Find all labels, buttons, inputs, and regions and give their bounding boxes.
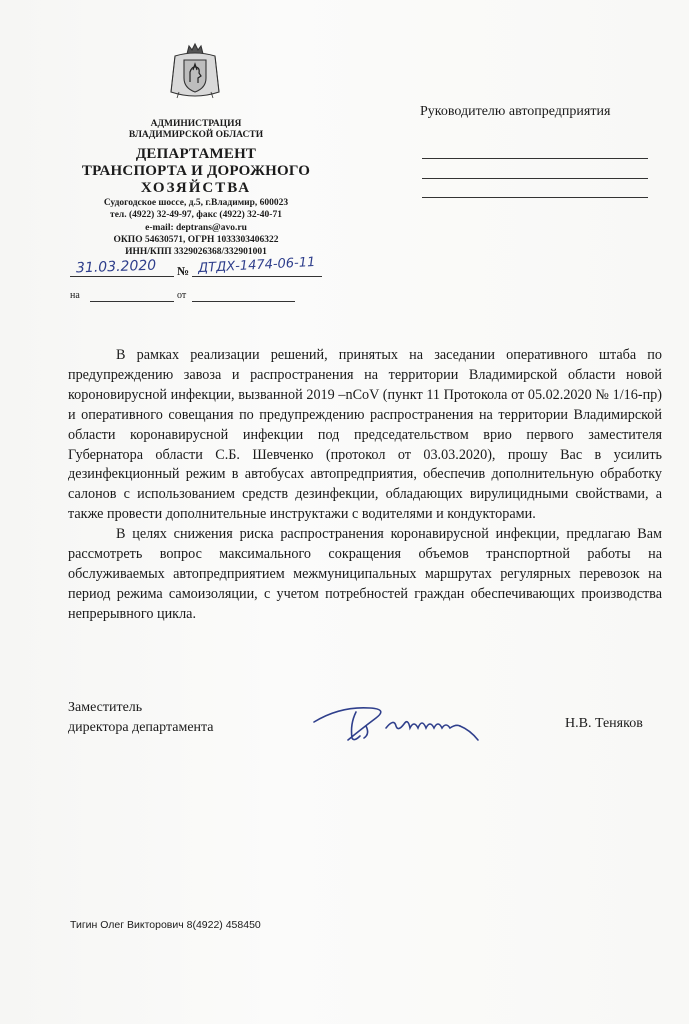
body-paragraph-1: В рамках реализации решений, принятых на заседании оперативного штаба по предупреждению завоза и распространения на территории Владимирской области новой короновирусной инфекции, вызванной 2019 –nCoV (пункт 11 Протокола от 05.02.2020 № 1/16-пр) и оперативного совещания по предупреждению распространения на территории Владимирской области коронавирусной инфекции под председательством врио первого заместителя Губернатора области С.Б. Шевченко (протокол от 03.03.2020), прошу Вас в усилить дезинфекционный режим в автобусах автопредприятия, обеспечив дополнительную обработку салонов с использованием средств дезинфекции, обладающих вирулицидными свойствами, а также провести дополнительные инструктажи с водителями и кондукторами. xyxy=(68,347,662,523)
dept-line-1: ДЕПАРТАМЕНТ xyxy=(135,146,257,162)
admin-line-1: АДМИНИСТРАЦИЯ xyxy=(150,119,242,129)
recipient-title: Руководителю автопредприятия xyxy=(420,104,611,119)
dept-email: e-mail: deptrans@avo.ru xyxy=(145,222,247,233)
recipient-line-1 xyxy=(422,158,648,159)
body-paragraph-2: В целях снижения риска распространения коронавирусной инфекции, предлагаю Вам рассмотреть вопрос максимального сокращения объемов транспортной работы на обслуживаемых автопредприятием межмуниципальных маршрутах регулярных перевозок на период режима самоизоляции, с учетом потребностей граждан обеспечивающих производства непрерывного цикла. xyxy=(68,526,662,622)
signer-name: Н.В. Теняков xyxy=(565,716,643,731)
registration-number: ДТДХ-1474-06-11 xyxy=(197,254,316,277)
signer-position-line-2: директора департамента xyxy=(68,720,214,735)
number-sign: № xyxy=(177,264,190,278)
reply-number-line xyxy=(90,301,174,302)
department-heading xyxy=(70,146,322,197)
signer-position xyxy=(68,698,214,738)
reply-ot-label: от xyxy=(177,290,187,301)
date-underline xyxy=(70,276,174,277)
recipient-line-3 xyxy=(422,197,648,198)
handwritten-signature xyxy=(310,700,495,746)
registration-date: 31.03.2020 xyxy=(75,257,157,277)
number-underline xyxy=(192,276,322,277)
admin-heading xyxy=(70,119,322,141)
reply-date-line xyxy=(192,301,295,302)
signer-position-line-1: Заместитель xyxy=(68,700,143,715)
dept-phone: тел. (4922) 32-49-97, факс (4922) 32-40-71 xyxy=(110,210,282,221)
dept-address: Судогодское шоссе, д.5, г.Владимир, 600023 xyxy=(103,198,289,208)
coat-of-arms-icon xyxy=(165,40,225,102)
dept-line-2: ТРАНСПОРТА И ДОРОЖНОГО xyxy=(81,163,311,179)
admin-line-2: ВЛАДИМИРСКОЙ ОБЛАСТИ xyxy=(128,130,264,140)
dept-okpo: ОКПО 54630571, ОГРН 1033303406322 xyxy=(113,234,279,245)
reply-na-label: на xyxy=(70,290,80,301)
executor-contact: Тигин Олег Викторович 8(4922) 458450 xyxy=(70,919,261,931)
dept-line-3: ХОЗЯЙСТВА xyxy=(140,180,252,196)
department-details xyxy=(70,197,322,258)
recipient-line-2 xyxy=(422,178,648,179)
letter-body xyxy=(68,346,662,625)
dept-inn: ИНН/КПП 3329026368/332901001 xyxy=(125,247,267,258)
